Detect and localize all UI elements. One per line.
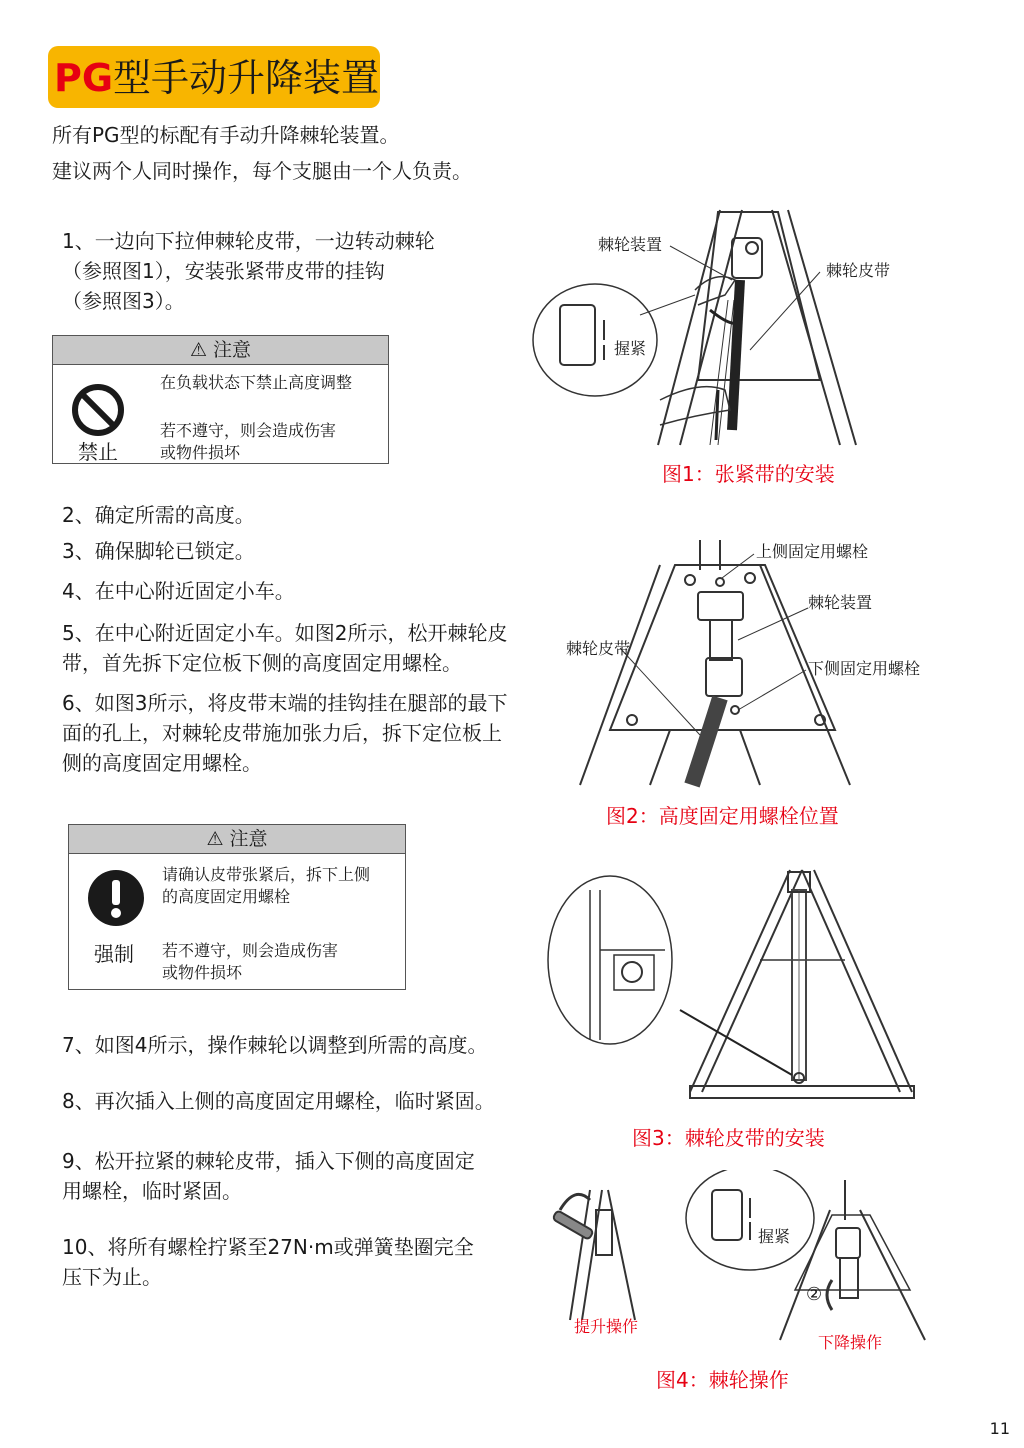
step-5-line-1: 5、在中心附近固定小车。如图2所示，松开棘轮皮	[62, 621, 508, 645]
figure-3-illustration	[540, 860, 940, 1110]
step-6-line-1: 6、如图3所示，将皮带末端的挂钩挂在腿部的最下	[62, 691, 508, 715]
fig4-label-grip: 握紧	[758, 1227, 791, 1246]
step-1-line-3: （参照图3）。	[62, 289, 185, 313]
title-rest: 型手动升降装置	[113, 56, 380, 100]
step-6-line-3: 侧的高度固定用螺栓。	[62, 751, 262, 775]
note1-text-2-l1: 若不遵守，则会造成伤害	[160, 421, 337, 440]
note1-text-1: 在负载状态下禁止高度调整	[160, 373, 353, 392]
fig1-label-belt: 棘轮皮带	[826, 261, 891, 280]
note2-text-1-l2: 的高度固定用螺栓	[162, 887, 291, 906]
step-6-line-2: 面的孔上，对棘轮皮带施加张力后，拆下定位板上	[62, 721, 502, 745]
note2-text-2-l2: 或物件损坏	[162, 963, 243, 982]
fig1-label-grip: 握紧	[614, 339, 647, 358]
figure-3-caption: 图3：棘轮皮带的安装	[632, 1126, 825, 1150]
step-3: 3、确保脚轮已锁定。	[62, 539, 255, 563]
intro-line-2: 建议两个人同时操作，每个支腿由一个人负责。	[52, 159, 472, 183]
note1-text-2-l2: 或物件损坏	[160, 443, 241, 462]
page-number: 11	[989, 1419, 1010, 1438]
step-1-line-2: （参照图1），安装张紧带皮带的挂钩	[62, 259, 385, 283]
step-9-line-2: 用螺栓，临时紧固。	[62, 1179, 242, 1203]
fig4-label-raise: 提升操作	[574, 1317, 639, 1336]
step-8: 8、再次插入上侧的高度固定用螺栓，临时紧固。	[62, 1089, 495, 1113]
figure-2-caption: 图2：高度固定用螺栓位置	[606, 804, 839, 828]
title-prefix: PG	[54, 56, 114, 100]
fig1-label-ratchet: 棘轮装置	[598, 235, 663, 254]
mandatory-icon	[86, 868, 146, 928]
step-5-line-2: 带，首先拆下定位板下侧的高度固定用螺栓。	[62, 651, 462, 675]
figure-1-caption: 图1：张紧带的安装	[662, 462, 835, 486]
note2-text-1-l1: 请确认皮带张紧后，拆下上侧	[162, 865, 371, 884]
warning-triangle-icon: ⚠	[189, 339, 207, 361]
figure-1-illustration	[520, 200, 880, 460]
step-1-line-1: 1、一边向下拉伸棘轮皮带，一边转动棘轮	[62, 229, 435, 253]
caution-header-text: 注意	[213, 339, 252, 361]
fig4-label-step: ②	[806, 1284, 823, 1305]
fig2-label-upper-bolt: 上侧固定用螺栓	[756, 542, 869, 561]
note2-text-2-l1: 若不遵守，则会造成伤害	[162, 941, 339, 960]
mandatory-label: 强制	[94, 942, 134, 966]
caution-header-text: 注意	[229, 828, 268, 850]
step-7: 7、如图4所示，操作棘轮以调整到所需的高度。	[62, 1033, 488, 1057]
step-4: 4、在中心附近固定小车。	[62, 579, 295, 603]
fig2-label-belt: 棘轮皮带	[566, 639, 631, 658]
prohibit-label: 禁止	[78, 440, 118, 464]
step-2: 2、确定所需的高度。	[62, 503, 255, 527]
warning-triangle-icon: ⚠	[206, 828, 224, 850]
intro-line-1: 所有PG型的标配有手动升降棘轮装置。	[52, 123, 400, 147]
fig2-label-ratchet: 棘轮装置	[808, 593, 873, 612]
step-10-line-1: 10、将所有螺栓拧紧至27N·m或弹簧垫圈完全	[62, 1235, 474, 1259]
caution-header	[69, 825, 405, 854]
figure-4-caption: 图4：棘轮操作	[656, 1368, 789, 1392]
fig4-label-lower: 下降操作	[818, 1333, 883, 1352]
fig2-label-lower-bolt: 下侧固定用螺栓	[808, 659, 921, 678]
step-10-line-2: 压下为止。	[62, 1265, 162, 1289]
page-title	[54, 52, 379, 104]
step-9-line-1: 9、松开拉紧的棘轮皮带，插入下侧的高度固定	[62, 1149, 475, 1173]
caution-header	[53, 336, 388, 365]
prohibition-icon	[70, 382, 126, 438]
